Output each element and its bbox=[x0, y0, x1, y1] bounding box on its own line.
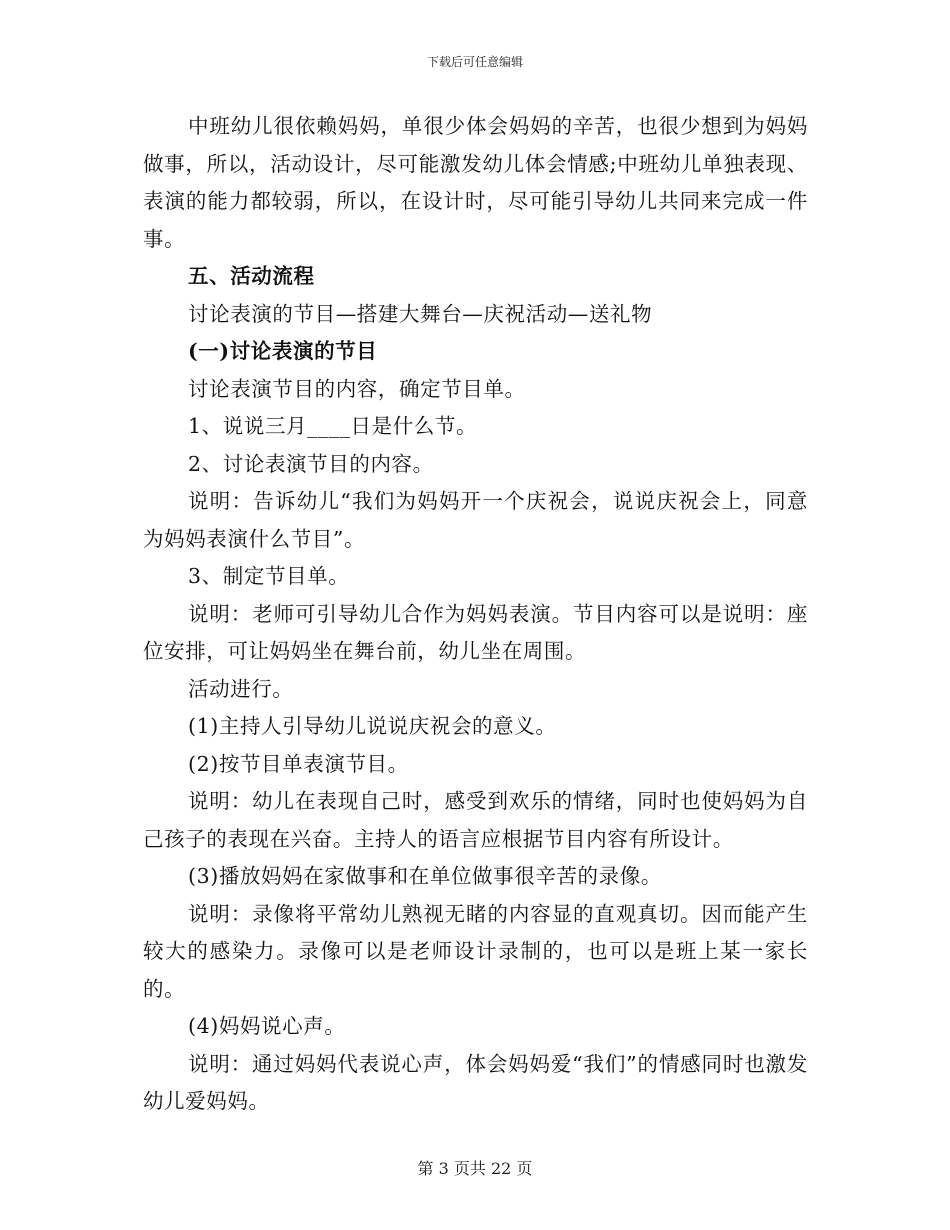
list-item: 3、制定节目单。 bbox=[188, 564, 350, 588]
paragraph: 讨论表演节目的内容，确定节目单。 bbox=[188, 376, 526, 401]
list-item: (2)按节目单表演节目。 bbox=[188, 751, 409, 776]
paragraph-intro: 中班幼儿很依赖妈妈，单很少体会妈妈的辛苦，也很少想到为妈妈做事，所以，活动设计，尽可能激发幼儿体会情感;中班幼儿单独表现、表演的能力都较弱，所以，在设计时，尽可能引导幼儿共同来完成一件事。 bbox=[143, 114, 808, 251]
paragraph: 活动进行。 bbox=[188, 676, 294, 701]
note-paragraph: 说明：录像将平常幼儿熟视无睹的内容显的直观真切。因而能产生较大的感染力。录像可以是老师设计录制的，也可以是班上某一家长的。 bbox=[143, 901, 808, 1001]
paragraph-flow-summary: 讨论表演的节目—搭建大舞台—庆祝活动—送礼物 bbox=[188, 301, 653, 326]
list-item: (3)播放妈妈在家做事和在单位做事很辛苦的录像。 bbox=[188, 864, 662, 888]
note-paragraph: 说明：老师可引导幼儿合作为妈妈表演。节目内容可以是说明：座位安排，可让妈妈坐在舞台前，幼儿坐在周围。 bbox=[143, 601, 808, 663]
list-item: 1、说说三月____日是什么节。 bbox=[188, 414, 478, 438]
note-paragraph: 说明：幼儿在表现自己时，感受到欢乐的情绪，同时也使妈妈为自己孩子的表现在兴奋。主持人的语言应根据节目内容有所设计。 bbox=[143, 789, 808, 851]
document-body bbox=[143, 108, 808, 1121]
section-heading-activity-flow: 五、活动流程 bbox=[188, 264, 315, 288]
list-item: (1)主持人引导幼儿说说庆祝会的意义。 bbox=[188, 714, 557, 738]
note-paragraph: 说明：通过妈妈代表说心声，体会妈妈爱“我们”的情感同时也激发幼儿爱妈妈。 bbox=[143, 1051, 808, 1113]
list-item: 2、讨论表演节目的内容。 bbox=[188, 451, 434, 476]
page-header: 下载后可任意编辑 bbox=[426, 55, 523, 69]
page-footer: 第 3 页共 22 页 bbox=[417, 1159, 533, 1178]
note-paragraph: 说明：告诉幼儿“我们为妈妈开一个庆祝会，说说庆祝会上，同意为妈妈表演什么节目”。 bbox=[143, 489, 808, 551]
list-item: (4)妈妈说心声。 bbox=[188, 1014, 346, 1038]
subsection-heading-discuss: (一)讨论表演的节目 bbox=[188, 339, 378, 363]
